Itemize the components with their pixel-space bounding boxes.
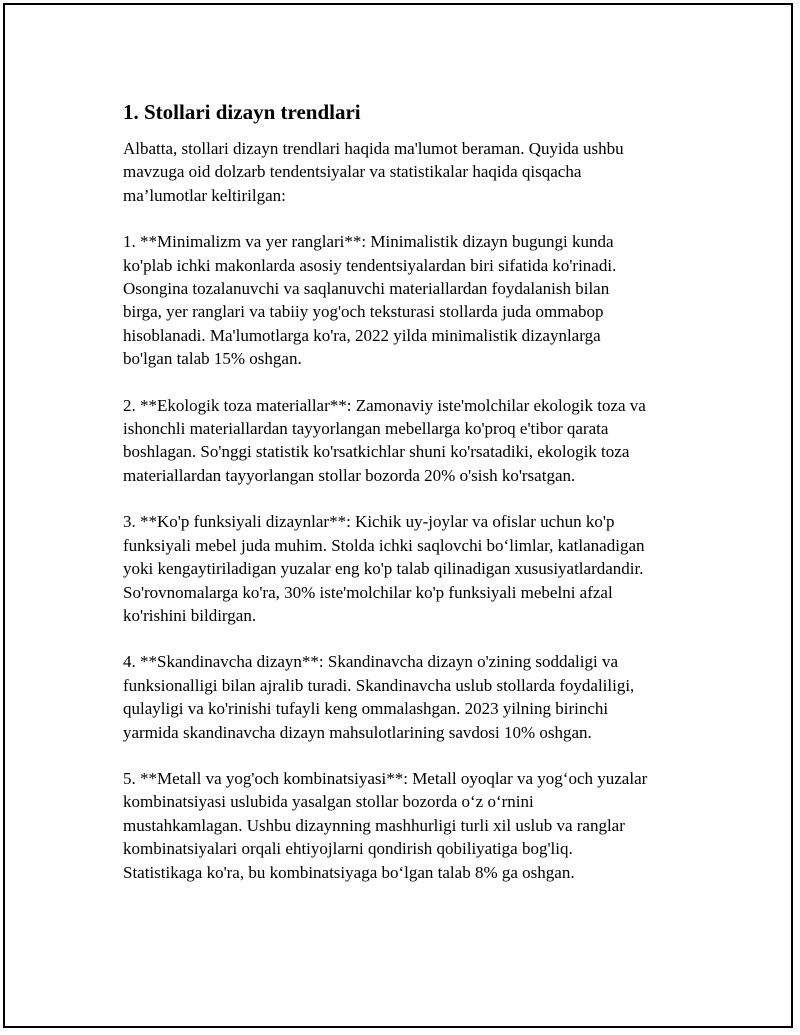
trend-multifunctional-paragraph: 3. **Ko'p funksiyali dizaynlar**: Kichik uy-joylar va ofislar uchun ko'p funksiyali mebel juda muhim. Stolda ichki saqlovchi bo‘limlar, katlanadigan yoki kengaytiriladigan yuzalar eng ko'p talab qilinadigan xususiyatlardandir. So'rovnomalarga ko'ra, 30% iste'molchilar ko'p funksiyali mebelni afzal ko'rishini bildirgan. — [123, 512, 645, 625]
trend-scandinavian-paragraph: 4. **Skandinavcha dizayn**: Skandinavcha dizayn o'zining soddaligi va funksionalligi bilan ajralib turadi. Skandinavcha uslub stollarda foydaliligi, qulayligi va ko'rinishi tufayli keng ommalashgan. 2023 yilning birinchi yarmida skandinavcha dizayn mahsulotlarining savdosi 10% oshgan. — [123, 652, 635, 742]
document-body — [123, 99, 703, 907]
document-title: 1. Stollari dizayn trendlari — [123, 100, 361, 124]
trend-minimalism-paragraph: 1. **Minimalizm va yer ranglari**: Minimalistik dizayn bugungi kunda ko'plab ichki makonlarda asosiy tendentsiyalardan biri sifatida ko'rinadi. Osongina tozalanuvchi va saqlanuvchi materiallardan foydalanish bilan birga, yer ranglari va tabiiy yog'och teksturasi stollarda juda ommabop hisoblanadi. Ma'lumotlarga ko'ra, 2022 yilda minimalistik dizaynlarga bo'lgan talab 15% oshgan. — [123, 232, 617, 369]
trend-metal-wood-paragraph: 5. **Metall va yog'och kombinatsiyasi**: Metall oyoqlar va yog‘och yuzalar kombinatsiyasi uslubida yasalgan stollar bozorda o‘z o‘rnini mustahkamlagan. Ushbu dizaynning mashhurligi turli xil uslub va ranglar kombinatsiyalari orqali ehtiyojlarni qondirish qobiliyatiga bog'liq. Statistikaga ko'ra, bu kombinatsiyaga bo‘lgan talab 8% ga oshgan. — [123, 768, 648, 882]
trend-eco-materials-paragraph: 2. **Ekologik toza materiallar**: Zamonaviy iste'molchilar ekologik toza va ishonchli materiallardan tayyorlangan mebellarga ko'proq e'tibor qarata boshlagan. So'nggi statistik ko'rsatkichlar shuni ko'rsatadiki, ekologik toza materiallardan tayyorlangan stollar bozorda 20% o'sish ko'rsatgan. — [123, 395, 646, 485]
page-frame — [3, 3, 793, 1028]
intro-paragraph: Albatta, stollari dizayn trendlari haqida ma'lumot beraman. Quyida ushbu mavzuga oid dolzarb tendentsiyalar va statistikalar haqida qisqacha ma’lumotlar keltirilgan: — [123, 139, 624, 205]
